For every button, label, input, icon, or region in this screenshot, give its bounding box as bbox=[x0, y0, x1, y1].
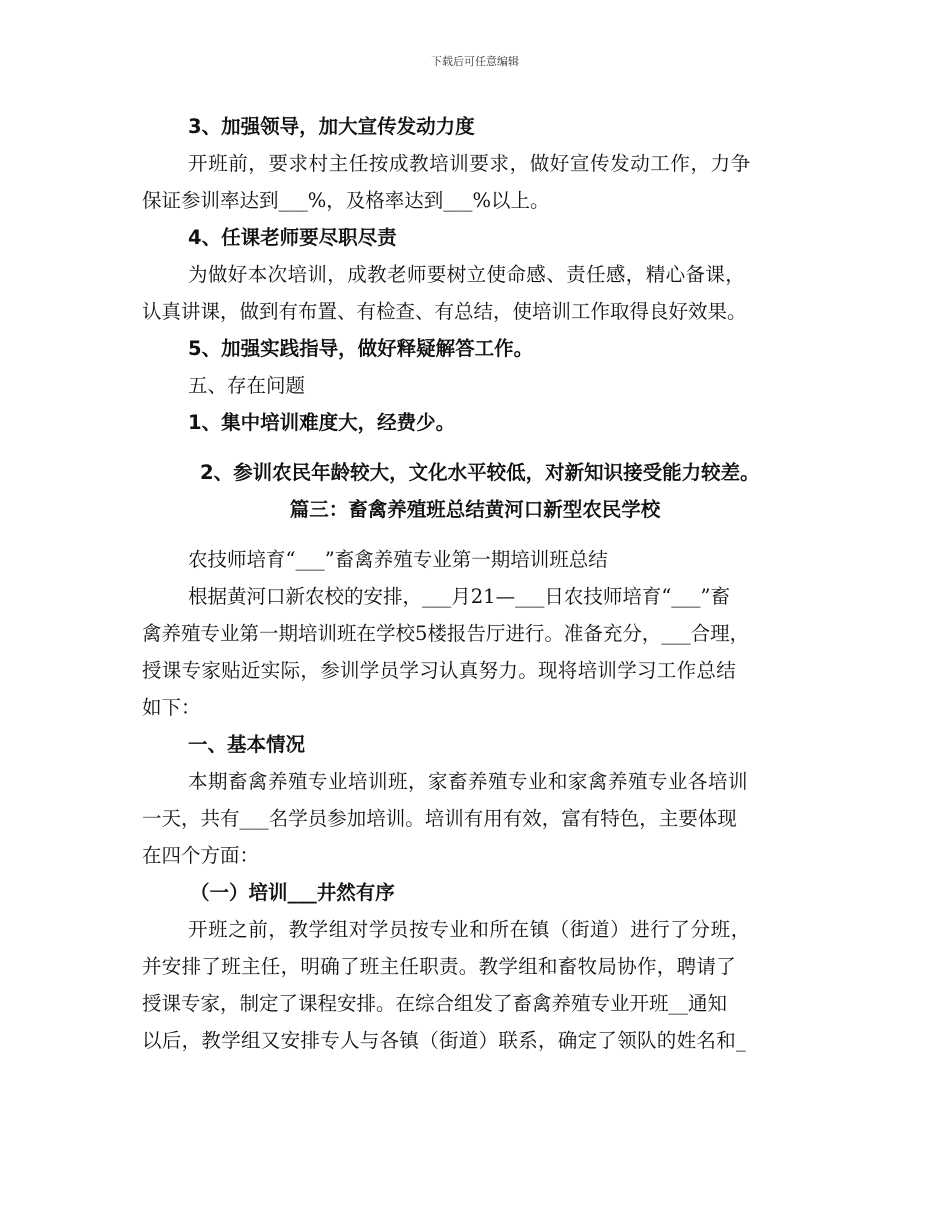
section-heading: 5、加强实践指导，做好释疑解答工作。 bbox=[188, 337, 534, 360]
paragraph-line: 保证参训率达到___%，及格率达到___%以上。 bbox=[142, 189, 550, 212]
paragraph-line: 如下： bbox=[142, 696, 201, 719]
paragraph-line: 一天，共有___名学员参加培训。培训有用有效，富有特色，主要体现 bbox=[142, 807, 737, 830]
paragraph-line: 开班之前，教学组对学员按专业和所在镇（街道）进行了分班， bbox=[188, 918, 751, 941]
section-heading: 一、基本情况 bbox=[188, 733, 306, 756]
section-heading: 2、参训农民年龄较大，文化水平较低，对新知识接受能力较差。 bbox=[200, 461, 760, 484]
paragraph-line: 在四个方面： bbox=[142, 844, 260, 867]
paragraph-line: 本期畜禽养殖专业培训班，家畜养殖专业和家禽养殖专业各培训 bbox=[188, 770, 749, 793]
paragraph-line: 开班前，要求村主任按成教培训要求，做好宣传发动工作，力争 bbox=[188, 152, 751, 175]
page-header: 下载后可任意编辑 bbox=[431, 55, 519, 68]
paragraph-line: 为做好本次培训，成教老师要树立使命感、责任感，精心备课， bbox=[188, 263, 746, 286]
paragraph-line: 根据黄河口新农校的安排，___月21—___日农技师培育“___”畜 bbox=[188, 585, 731, 608]
paragraph-line: 授课专家贴近实际，参训学员学习认真努力。现将培训学习工作总结 bbox=[142, 659, 737, 682]
section-heading: 五、存在问题 bbox=[188, 374, 306, 397]
paragraph-line: 以后，教学组又安排专人与各镇（街道）联系，确定了领队的姓名和_ bbox=[142, 1029, 747, 1052]
article-title: 篇三：畜禽养殖班总结黄河口新型农民学校 bbox=[289, 498, 661, 521]
section-heading: 3、加强领导，加大宣传发动力度 bbox=[188, 115, 475, 138]
section-heading: （一）培训___井然有序 bbox=[190, 881, 395, 904]
paragraph-line: 授课专家，制定了课程安排。在综合组发了畜禽养殖专业开班__通知 bbox=[142, 992, 728, 1015]
article-subtitle: 农技师培育“___”畜禽养殖专业第一期培训班总结 bbox=[188, 548, 608, 571]
section-heading: 1、集中培训难度大，经费少。 bbox=[188, 411, 456, 434]
paragraph-line: 并安排了班主任，明确了班主任职责。教学组和畜牧局协作，聘请了 bbox=[142, 955, 737, 978]
paragraph-line: 禽养殖专业第一期培训班在学校5楼报告厅进行。准备充分，___合理， bbox=[142, 622, 750, 645]
paragraph-line: 认真讲课，做到有布置、有检查、有总结，使培训工作取得良好效果。 bbox=[142, 300, 747, 323]
section-heading: 4、任课老师要尽职尽责 bbox=[188, 226, 397, 249]
